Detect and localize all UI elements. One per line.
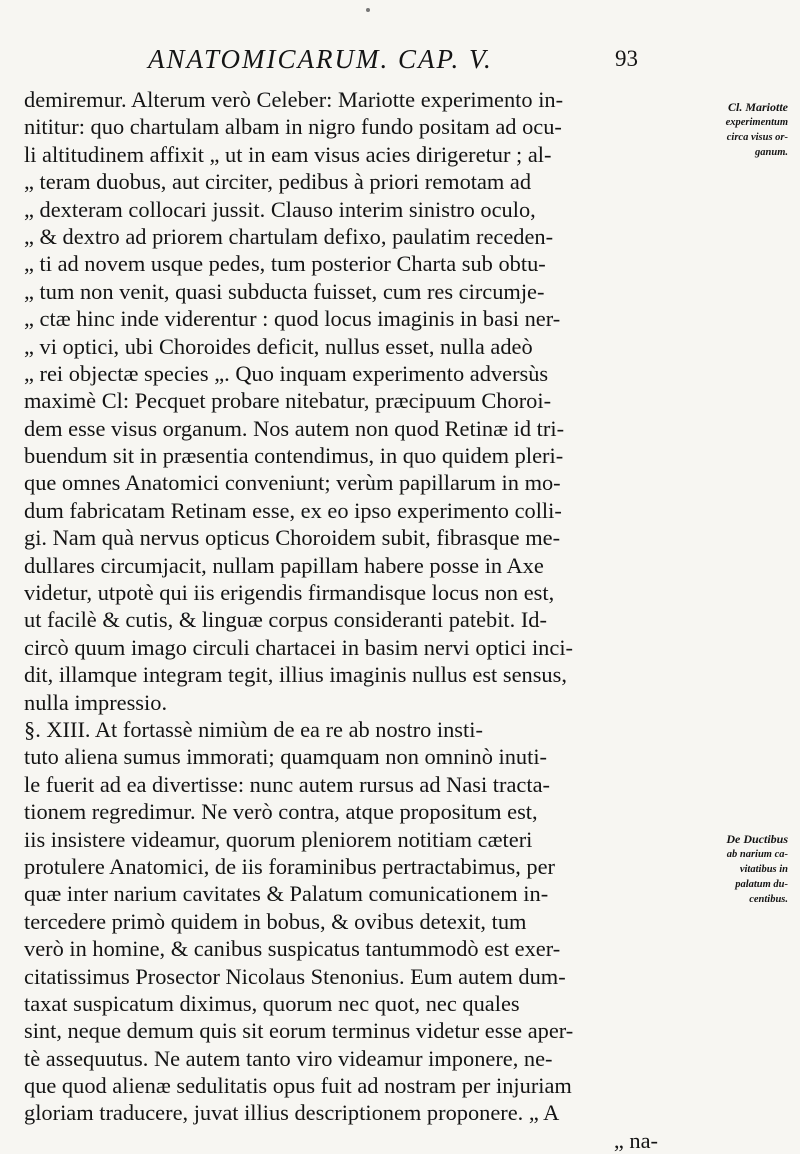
margin-note-ductibus bbox=[678, 832, 788, 907]
text-line: „ teram duobus, aut circiter, pedibus à priori remotam ad bbox=[24, 169, 532, 195]
text-line: li altitudinem affixit „ ut in eam visus acies dirigeretur ; al- bbox=[24, 141, 552, 167]
margin-note-line: centibus. bbox=[749, 894, 788, 905]
margin-note-line: Cl. Mariotte bbox=[727, 100, 788, 114]
text-line: demiremur. Alterum verò Celeber: Mariotte experimento in- bbox=[24, 87, 564, 112]
margin-note-line: experimentum bbox=[725, 117, 788, 128]
text-line: nulla impressio. bbox=[24, 689, 168, 715]
section-heading-line: §. XIII. At fortassè nimiùm de ea re ab nostro insti- bbox=[24, 716, 483, 742]
text-line: iis insistere videamur, quorum pleniorem notitiam cæteri bbox=[24, 826, 533, 852]
text-line: protulere Anatomici, de iis foraminibus pertractabimus, per bbox=[24, 853, 556, 879]
text-line: tercedere primò quidem in bobus, & ovibus detexit, tum bbox=[24, 908, 527, 934]
margin-note-line: vitatibus in bbox=[739, 864, 788, 875]
text-line: verò in homine, & canibus suspicatus tantummodò est exer- bbox=[24, 936, 561, 962]
catchword: „ na- bbox=[613, 1127, 658, 1153]
text-line: „ dexteram collocari jussit. Clauso interim sinistro oculo, bbox=[24, 196, 536, 222]
text-line: „ & dextro ad priorem chartulam defixo, paulatim receden- bbox=[24, 223, 554, 249]
margin-note-line: ab narium ca- bbox=[726, 849, 788, 860]
text-line: dit, illamque integram tegit, illius imaginis nullus est sensus, bbox=[24, 662, 567, 688]
text-line: dullares circumjacit, nullam papillam habere posse in Axe bbox=[24, 552, 544, 578]
text-line: „ ti ad novem usque pedes, tum posterior Charta sub obtu- bbox=[24, 251, 546, 277]
margin-note-line: De Ductibus bbox=[726, 832, 788, 846]
page-header bbox=[148, 44, 648, 84]
text-line: tè assequutus. Ne autem tanto viro videamur imponere, ne- bbox=[24, 1045, 553, 1071]
text-line: dem esse visus organum. Nos autem non quod Retinæ id tri- bbox=[24, 415, 565, 441]
text-line: „ tum non venit, quasi subducta fuisset, cum res circumje- bbox=[24, 278, 545, 304]
margin-note-line: ganum. bbox=[755, 147, 788, 158]
text-line: tuto aliena sumus immorati; quamquam non omninò inuti- bbox=[24, 744, 548, 770]
margin-note-mariotte bbox=[678, 100, 788, 160]
ink-blot bbox=[366, 8, 370, 12]
text-line: que omnes Anatomici conveniunt; verùm papillarum in mo- bbox=[24, 470, 561, 496]
text-line: sint, neque demum quis sit eorum terminus videtur esse aper- bbox=[24, 1018, 574, 1044]
text-line: circò quum imago circuli chartacei in basim nervi optici inci- bbox=[24, 634, 573, 660]
text-line: dum fabricatam Retinam esse, ex eo ipso experimento colli- bbox=[24, 497, 562, 523]
body-text bbox=[24, 86, 670, 1154]
text-line: que quod alienæ sedulitatis opus fuit ad nostram per injuriam bbox=[24, 1073, 572, 1099]
text-line: videtur, utpotè qui iis erigendis firmandisque locus non est, bbox=[24, 580, 555, 606]
text-line: „ rei objectæ species „. Quo inquam experimento adversùs bbox=[24, 360, 549, 386]
text-line: maximè Cl: Pecquet probare nitebatur, præcipuum Choroi- bbox=[24, 388, 552, 414]
page-number: 93 bbox=[615, 46, 638, 71]
text-line: nititur: quo chartulam albam in nigro fundo positam ad ocu- bbox=[24, 114, 562, 140]
text-line: le fuerit ad ea divertisse: nunc autem rursus ad Nasi tracta- bbox=[24, 771, 550, 797]
text-line: buendum sit in præsentia contendimus, in quo quidem pleri- bbox=[24, 443, 564, 469]
margin-note-line: circa visus or- bbox=[726, 132, 788, 143]
text-line: tionem regredimur. Ne verò contra, atque propositum est, bbox=[24, 799, 538, 825]
text-line: ut facilè & cutis, & linguæ corpus consideranti patebit. Id- bbox=[24, 607, 547, 633]
text-line: gloriam traducere, juvat illius descriptionem proponere. „ A bbox=[24, 1100, 560, 1126]
text-line: citatissimus Prosector Nicolaus Stenonius. Eum autem dum- bbox=[24, 963, 566, 989]
text-line: „ vi optici, ubi Choroides deficit, nullus esset, nulla adeò bbox=[24, 333, 533, 359]
text-line: quæ inter narium cavitates & Palatum comunicationem in- bbox=[24, 881, 549, 907]
running-head: ANATOMICARUM. CAP. V. bbox=[148, 44, 493, 74]
text-line: „ ctæ hinc inde viderentur : quod locus imaginis in basi ner- bbox=[24, 306, 561, 332]
margin-note-line: palatum du- bbox=[735, 879, 788, 890]
text-line: taxat suspicatum diximus, quorum nec quot, nec quales bbox=[24, 990, 520, 1016]
text-line: gi. Nam quà nervus opticus Choroidem subit, fibrasque me- bbox=[24, 525, 561, 551]
